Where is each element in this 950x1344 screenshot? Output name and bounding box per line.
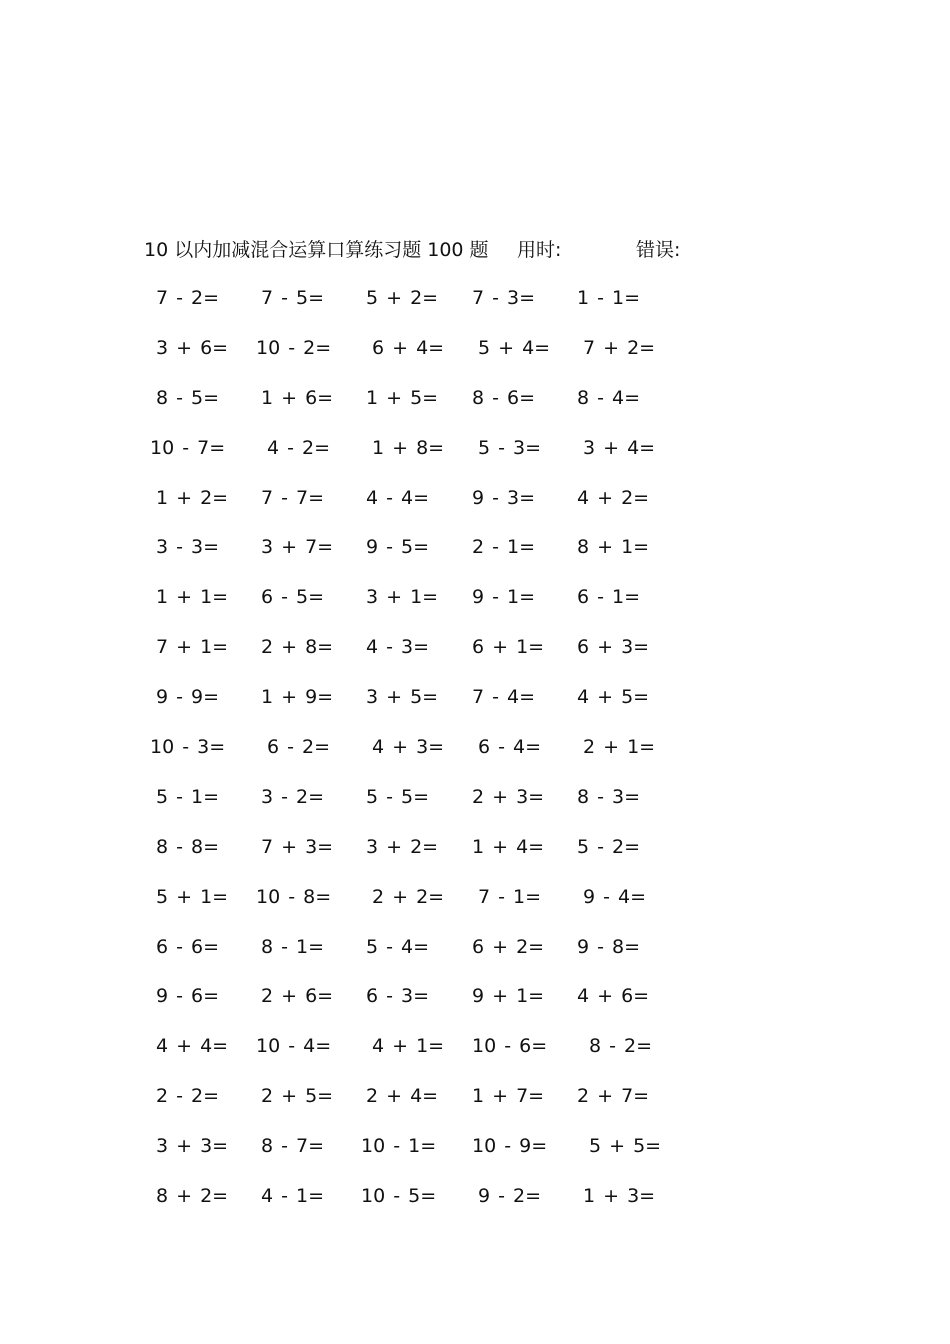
problem-item: 4 + 3= bbox=[372, 736, 445, 759]
worksheet-header bbox=[144, 236, 764, 264]
problem-row bbox=[150, 284, 710, 334]
problem-item: 4 + 1= bbox=[372, 1035, 445, 1058]
problem-row bbox=[150, 1132, 710, 1182]
problem-item: 9 - 3= bbox=[472, 486, 536, 509]
problem-item: 6 - 3= bbox=[366, 985, 430, 1008]
problem-row bbox=[150, 384, 710, 434]
problem-item: 4 + 5= bbox=[577, 686, 650, 709]
problem-item: 10 - 8= bbox=[256, 885, 332, 908]
problem-item: 7 - 2= bbox=[156, 287, 220, 309]
problem-item: 5 + 1= bbox=[156, 885, 229, 908]
problem-item: 7 - 4= bbox=[472, 686, 536, 709]
problem-item: 9 - 1= bbox=[472, 586, 536, 609]
problem-item: 8 + 1= bbox=[577, 536, 650, 559]
problem-item: 1 + 2= bbox=[156, 486, 229, 509]
problem-item: 4 + 2= bbox=[577, 486, 650, 509]
problem-item: 2 + 7= bbox=[577, 1085, 650, 1108]
problem-item: 6 + 3= bbox=[577, 636, 650, 659]
problem-item: 4 + 4= bbox=[156, 1035, 229, 1058]
problem-item: 5 - 1= bbox=[156, 785, 220, 808]
problem-item: 8 + 2= bbox=[156, 1185, 229, 1208]
problem-row bbox=[150, 1032, 710, 1082]
problem-row bbox=[150, 533, 710, 583]
problem-item: 8 - 8= bbox=[156, 835, 220, 858]
problem-item: 10 - 6= bbox=[472, 1035, 548, 1058]
problem-row bbox=[150, 1182, 710, 1232]
problem-item: 9 + 1= bbox=[472, 985, 545, 1008]
problem-item: 7 - 1= bbox=[478, 885, 542, 908]
problem-item: 8 - 5= bbox=[156, 386, 220, 409]
problem-row bbox=[150, 683, 710, 733]
problem-item: 1 + 7= bbox=[472, 1085, 545, 1108]
problem-item: 4 - 1= bbox=[261, 1185, 325, 1208]
problem-item: 1 + 8= bbox=[372, 436, 445, 459]
problem-item: 3 + 7= bbox=[261, 536, 334, 559]
problem-row bbox=[150, 982, 710, 1032]
problem-item: 5 - 2= bbox=[577, 835, 641, 858]
problem-item: 1 + 3= bbox=[583, 1185, 656, 1208]
problem-row bbox=[150, 833, 710, 883]
problem-item: 4 - 3= bbox=[366, 636, 430, 659]
problem-item: 6 - 2= bbox=[267, 736, 331, 759]
problem-item: 3 + 3= bbox=[156, 1135, 229, 1158]
problem-item: 10 - 9= bbox=[472, 1135, 548, 1158]
problem-item: 1 + 9= bbox=[261, 686, 334, 709]
problem-item: 5 - 4= bbox=[366, 935, 430, 958]
problem-item: 2 + 3= bbox=[472, 785, 545, 808]
problem-item: 6 - 1= bbox=[577, 586, 641, 609]
problem-item: 2 + 4= bbox=[366, 1085, 439, 1108]
problem-item: 8 - 3= bbox=[577, 785, 641, 808]
problem-item: 6 - 5= bbox=[261, 586, 325, 609]
problem-item: 5 + 4= bbox=[478, 336, 551, 359]
errors-label: 错误: bbox=[636, 239, 681, 261]
problem-item: 3 + 5= bbox=[366, 686, 439, 709]
problem-item: 3 + 1= bbox=[366, 586, 439, 609]
problem-item: 3 + 2= bbox=[366, 835, 439, 858]
problem-row bbox=[150, 933, 710, 983]
problem-item: 5 + 5= bbox=[589, 1135, 662, 1158]
problem-item: 3 + 6= bbox=[156, 336, 229, 359]
problem-item: 7 + 1= bbox=[156, 636, 229, 659]
problem-item: 10 - 5= bbox=[361, 1185, 437, 1208]
problem-item: 2 - 1= bbox=[472, 536, 536, 559]
problem-item: 6 - 4= bbox=[478, 736, 542, 759]
problem-item: 9 - 5= bbox=[366, 536, 430, 559]
problem-grid bbox=[150, 284, 710, 1232]
problem-item: 9 - 6= bbox=[156, 985, 220, 1008]
problem-row bbox=[150, 633, 710, 683]
problem-item: 3 + 4= bbox=[583, 436, 656, 459]
problem-row bbox=[150, 334, 710, 384]
problem-row bbox=[150, 1082, 710, 1132]
problem-item: 2 + 2= bbox=[372, 885, 445, 908]
problem-item: 4 - 4= bbox=[366, 486, 430, 509]
problem-item: 5 + 2= bbox=[366, 287, 439, 309]
problem-item: 3 - 2= bbox=[261, 785, 325, 808]
problem-row bbox=[150, 583, 710, 633]
problem-item: 2 + 8= bbox=[261, 636, 334, 659]
problem-item: 9 - 9= bbox=[156, 686, 220, 709]
problem-item: 1 + 6= bbox=[261, 386, 334, 409]
problem-item: 2 + 1= bbox=[583, 736, 656, 759]
problem-item: 10 - 7= bbox=[150, 436, 226, 459]
problem-item: 9 - 2= bbox=[478, 1185, 542, 1208]
problem-item: 5 - 5= bbox=[366, 785, 430, 808]
problem-item: 7 + 2= bbox=[583, 336, 656, 359]
problem-item: 1 - 1= bbox=[577, 287, 641, 309]
problem-item: 1 + 4= bbox=[472, 835, 545, 858]
problem-item: 10 - 4= bbox=[256, 1035, 332, 1058]
problem-item: 6 + 1= bbox=[472, 636, 545, 659]
problem-item: 2 + 6= bbox=[261, 985, 334, 1008]
problem-item: 3 - 3= bbox=[156, 536, 220, 559]
problem-item: 7 - 3= bbox=[472, 287, 536, 309]
problem-item: 1 + 1= bbox=[156, 586, 229, 609]
problem-item: 6 + 2= bbox=[472, 935, 545, 958]
problem-row bbox=[150, 883, 710, 933]
problem-item: 8 - 1= bbox=[261, 935, 325, 958]
problem-item: 7 + 3= bbox=[261, 835, 334, 858]
problem-item: 7 - 7= bbox=[261, 486, 325, 509]
time-used-label: 用时: bbox=[517, 239, 562, 261]
worksheet-title: 10 以内加减混合运算口算练习题 100 题 bbox=[144, 239, 489, 261]
problem-item: 4 + 6= bbox=[577, 985, 650, 1008]
problem-item: 4 - 2= bbox=[267, 436, 331, 459]
problem-item: 7 - 5= bbox=[261, 287, 325, 309]
problem-item: 8 - 4= bbox=[577, 386, 641, 409]
problem-item: 10 - 3= bbox=[150, 736, 226, 759]
problem-row bbox=[150, 434, 710, 484]
problem-item: 1 + 5= bbox=[366, 386, 439, 409]
problem-item: 2 + 5= bbox=[261, 1085, 334, 1108]
problem-item: 9 - 8= bbox=[577, 935, 641, 958]
problem-item: 2 - 2= bbox=[156, 1085, 220, 1108]
problem-item: 9 - 4= bbox=[583, 885, 647, 908]
problem-row bbox=[150, 484, 710, 534]
problem-row bbox=[150, 733, 710, 783]
problem-row bbox=[150, 783, 710, 833]
problem-item: 10 - 2= bbox=[256, 336, 332, 359]
problem-item: 8 - 7= bbox=[261, 1135, 325, 1158]
problem-item: 10 - 1= bbox=[361, 1135, 437, 1158]
problem-item: 8 - 2= bbox=[589, 1035, 653, 1058]
problem-item: 5 - 3= bbox=[478, 436, 542, 459]
problem-item: 8 - 6= bbox=[472, 386, 536, 409]
problem-item: 6 + 4= bbox=[372, 336, 445, 359]
problem-item: 6 - 6= bbox=[156, 935, 220, 958]
